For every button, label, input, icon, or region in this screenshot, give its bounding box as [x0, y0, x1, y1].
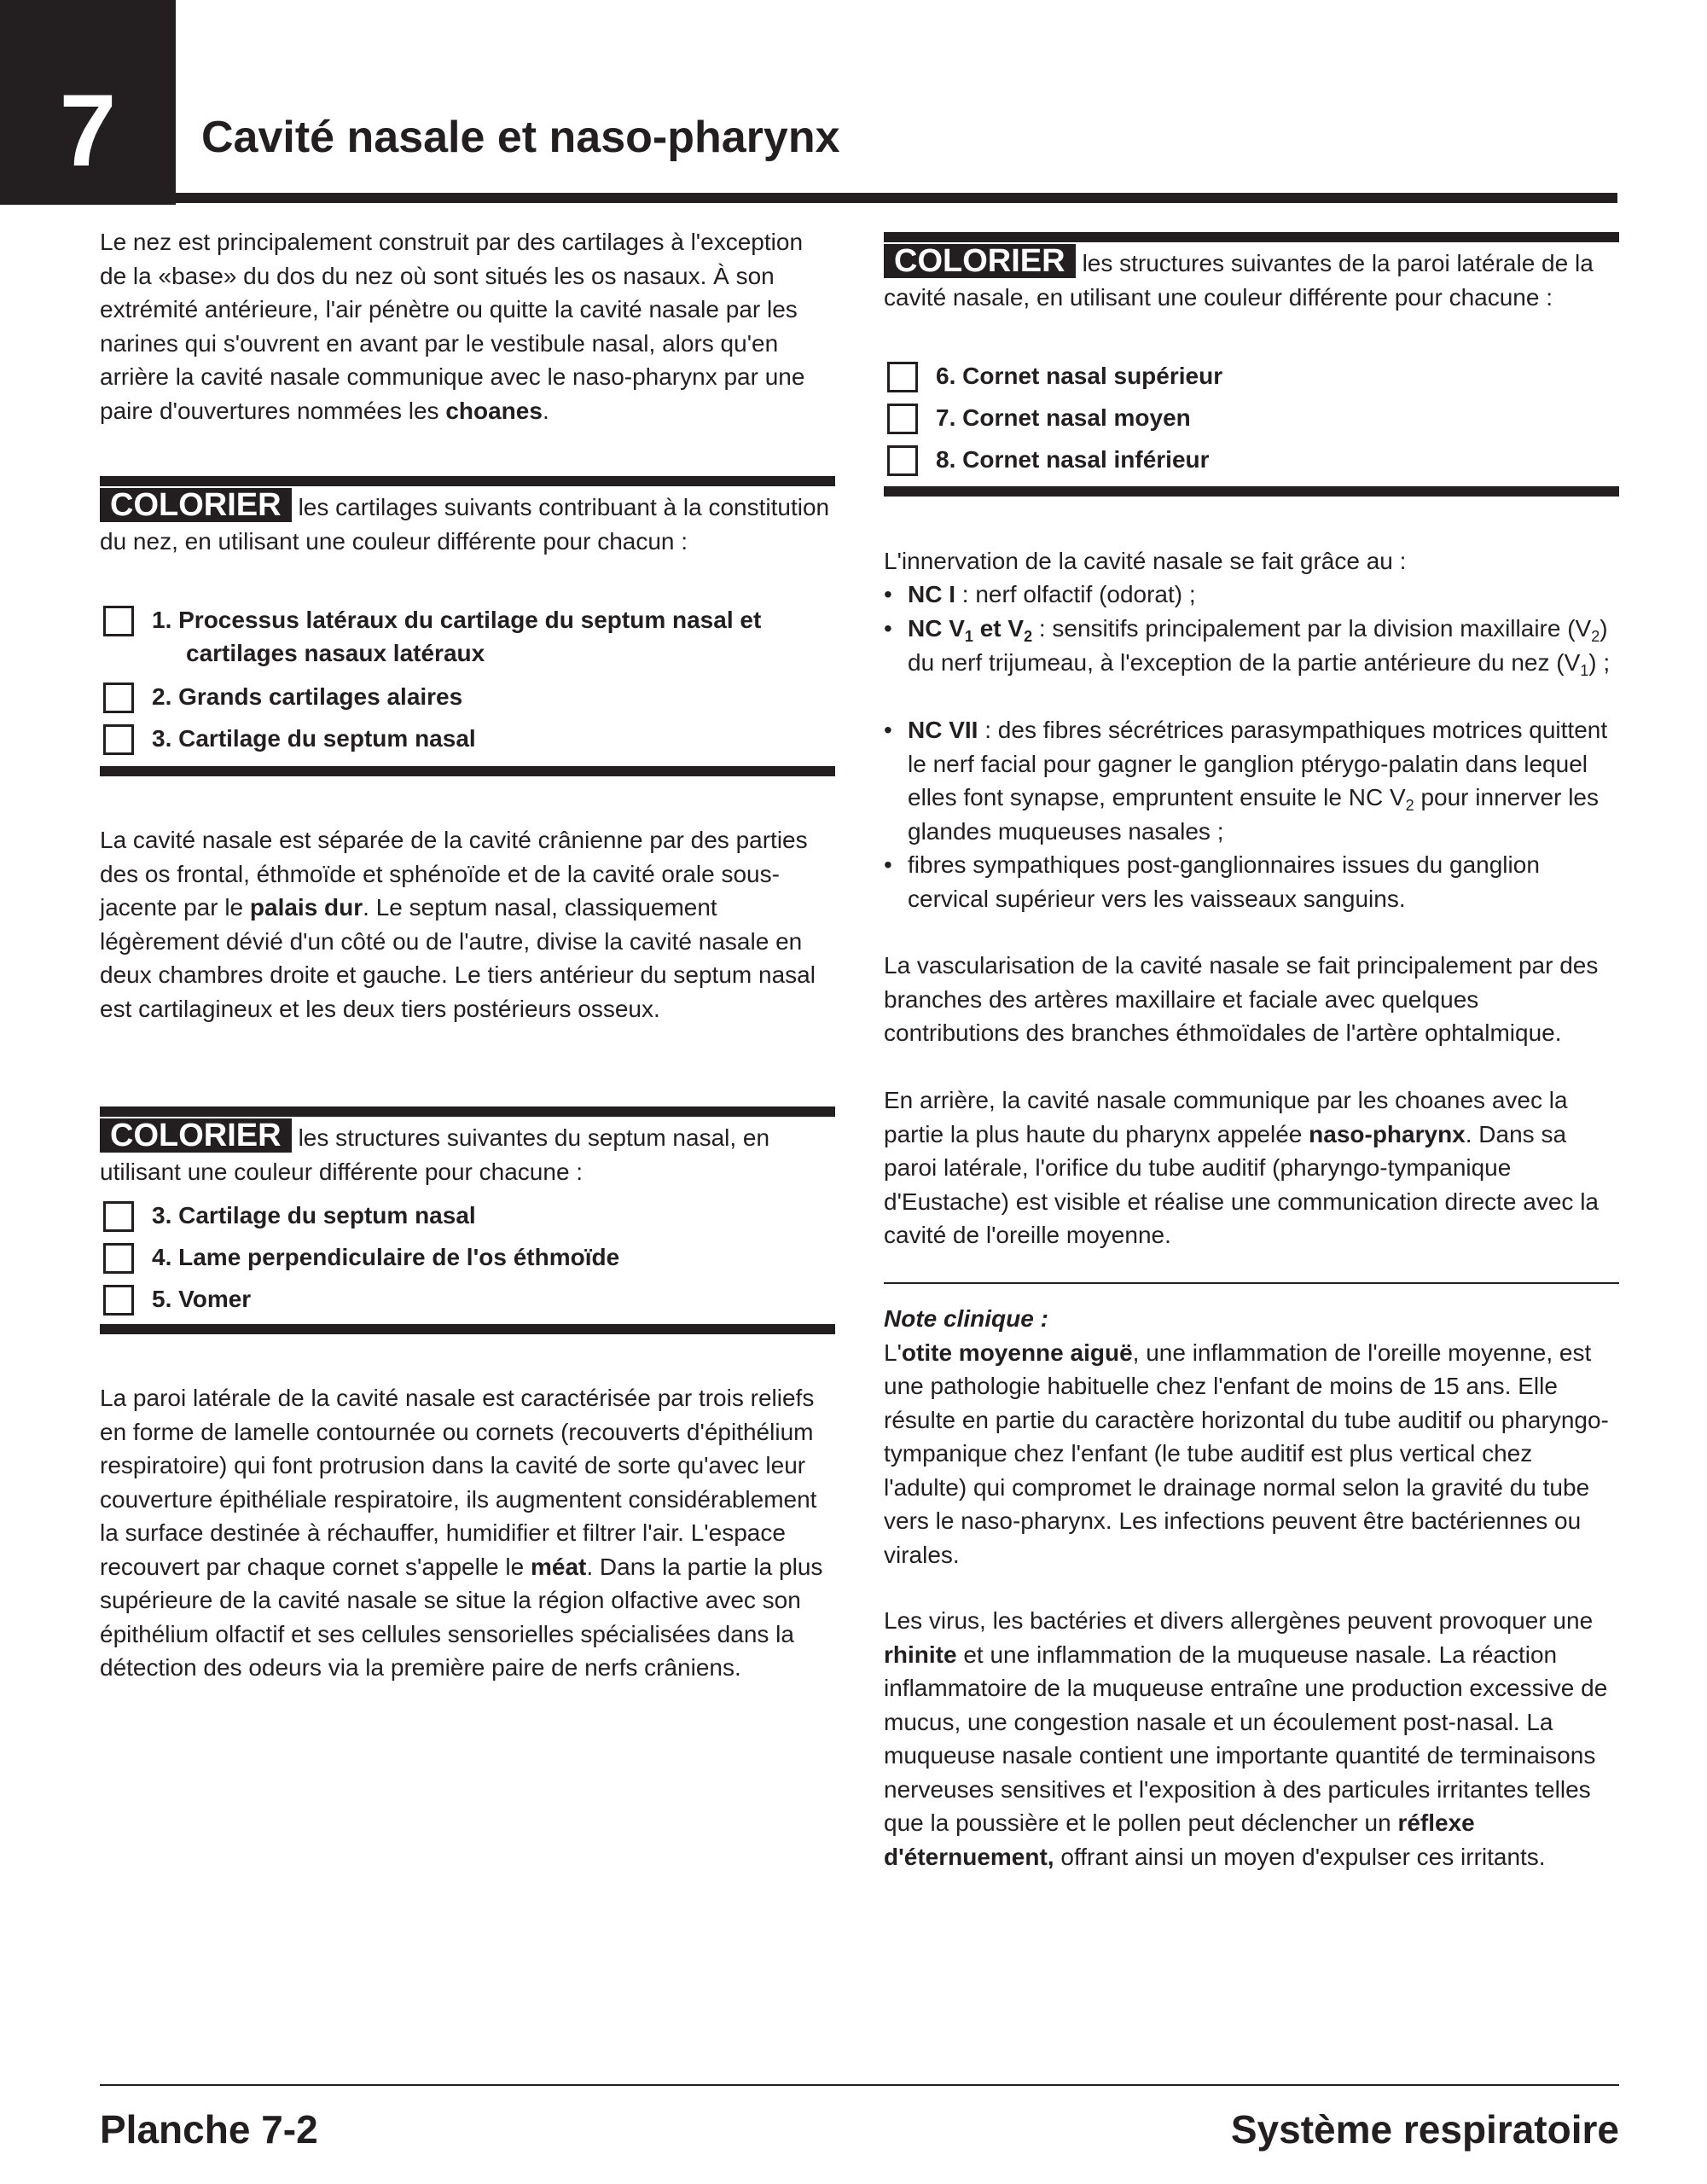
checkbox-5[interactable]	[103, 1285, 134, 1316]
chapter-number: 7	[59, 73, 117, 188]
checkbox-7[interactable]	[887, 404, 918, 434]
checkbox-2[interactable]	[103, 682, 134, 713]
box2-top-rule	[100, 1107, 835, 1117]
naso-paragraph: En arrière, la cavité nasale communique par les choanes avec la partie la plus haute du pharynx appelée naso-pharynx. Dans sa paroi latérale, l'orifice du tube auditif (pharyngo-tympanique d'Eustache) est visible et réalise une communication directe avec la cavité de l'oreille moyenne.	[884, 1087, 1599, 1248]
colorier-tag: COLORIER	[100, 488, 292, 522]
vascular-paragraph: La vascularisation de la cavité nasale se fait principalement par des branches des artères maxillaire et faciale avec quelques contributions des branches éthmoïdales de l'artère ophtalmique.	[884, 952, 1599, 1046]
page-title: Cavité nasale et naso-pharynx	[201, 113, 840, 162]
box3-instruction: COLORIER les structures suivantes de la paroi latérale de la cavité nasale, en utilisant une couleur différente pour chacune :	[884, 243, 1594, 311]
innervation-bullet-2: NC $V_1$ et $V_2$ : sensitifs principalement par la division maxillaire $(V_2)$ du nerf trijumeau, à l'exception de la partie antérieure du nez $(V_1)$ ;	[908, 615, 1611, 679]
item-7: 7. Cornet nasal moyen	[936, 404, 1191, 431]
checkbox-4[interactable]	[103, 1243, 134, 1274]
box2-instruction: COLORIER les structures suivantes du septum nasal, en utilisant une couleur différente pour chacune :	[100, 1118, 770, 1185]
innervation-bullet-3: NC VII : des fibres sécrétrices parasympathiques motrices quittent le nerf facial pour gagner le ganglion ptérygo-palatin dans lequel elles font synapse, empruntent ensuite le NC $V_2$ pour innerver les glandes muqueuses nasales ;	[908, 717, 1608, 845]
innervation-bullet-4: fibres sympathiques post-ganglionnaires issues du ganglion cervical supérieur vers les vaisseaux sanguins.	[908, 851, 1540, 912]
clinical-note	[884, 1302, 1619, 1571]
item-1: 1. Processus latéraux du cartilage du septum nasal et	[152, 607, 762, 633]
bullet: •	[884, 615, 892, 642]
intro-paragraph: Le nez est principalement construit par des cartilages à l'exception de la «base» du dos du nez où sont situés les os nasaux. À son extrémité antérieure, l'air pénètre ou quitte la cavité nasale par les narines qui s'ouvrent en avant par le vestibule nasal, alors qu'en arrière la cavité nasale communique avec le naso-pharynx par une paire d'ouvertures nommées les choanes.	[100, 229, 805, 424]
note-paragraph-1: L'otite moyenne aiguë, une inflammation de l'oreille moyenne, est une pathologie habituelle chez l'enfant de moins de 15 ans. Elle résulte en partie du caractère horizontal du tube auditif ou pharyngo-tympanique chez l'enfant (le tube auditif est plus vertical chez l'adulte) qui compromet le drainage normal selon la gravité du tube vers le naso-pharynx. Les infections peuvent être bactériennes ou virales.	[884, 1339, 1609, 1568]
item-1-cont: cartilages nasaux latéraux	[186, 640, 485, 666]
title-rule	[176, 193, 1617, 203]
item-8: 8. Cornet nasal inférieur	[936, 446, 1210, 473]
checkbox-3b[interactable]	[103, 1201, 134, 1232]
innervation-intro: L'innervation de la cavité nasale se fait grâce au :	[884, 548, 1407, 574]
footer-rule	[100, 2084, 1619, 2086]
checkbox-1[interactable]	[103, 606, 134, 636]
checkbox-6[interactable]	[887, 362, 918, 392]
innervation-bullet-1: NC I : nerf olfactif (odorat) ;	[908, 581, 1196, 607]
paragraph-3: La paroi latérale de la cavité nasale est caractérisée par trois reliefs en forme de lamelle contournée ou cornets (recouverts d'épithélium respiratoire) qui font protrusion dans la cavité de sorte qu'avec leur couverture épithéliale respiratoire, ils augmentent considérablement la surface destinée à réchauffer, humidifier et filtrer l'air. L'espace recouvert par chaque cornet s'appelle le méat. Dans la partie la plus supérieure de la cavité nasale se situe la région olfactive avec son épithélium olfactif et ses cellules sensorielles spécialisées dans la détection des odeurs via la première paire de nerfs crâniens.	[100, 1385, 823, 1681]
note-heading: Note clinique :	[884, 1305, 1048, 1332]
footer-plate-label: Planche 7-2	[100, 2107, 318, 2152]
note-paragraph-2: Les virus, les bactéries et divers allergènes peuvent provoquer une rhinite et une inflammation de la muqueuse nasale. La réaction inflammatoire de la muqueuse entraîne une production excessive de mucus, une congestion nasale et un écoulement post-nasal. La muqueuse nasale contient une importante quantité de terminaisons nerveuses sensitives et l'exposition à des particules irritantes telles que la poussière et le pollen peut déclencher un réflexe d'éternuement, offrant ainsi un moyen d'expulser ces irritants.	[884, 1607, 1608, 1870]
paragraph-2: La cavité nasale est séparée de la cavité crânienne par des parties des os frontal, éthmoïde et sphénoïde et de la cavité orale sous-jacente par le palais dur. Le septum nasal, classiquement légèrement dévié d'un côté ou de l'autre, divise la cavité nasale en deux chambres droite et gauche. Le tiers antérieur du septum nasal est cartilagineux et les deux tiers postérieurs osseux.	[100, 827, 816, 1022]
item-6: 6. Cornet nasal supérieur	[936, 363, 1223, 389]
item-4: 4. Lame perpendiculaire de l'os éthmoïde	[152, 1244, 620, 1270]
box2-bottom-rule	[100, 1324, 835, 1334]
colorier-tag: COLORIER	[100, 1118, 292, 1153]
checkbox-3[interactable]	[103, 724, 134, 755]
box1-bottom-rule	[100, 766, 835, 776]
box3-bottom-rule	[884, 486, 1619, 497]
item-5: 5. Vomer	[152, 1286, 252, 1312]
item-3: 3. Cartilage du septum nasal	[152, 725, 476, 752]
box3-top-rule	[884, 232, 1619, 242]
note-rule	[884, 1282, 1619, 1284]
checkbox-8[interactable]	[887, 445, 918, 476]
bullet: •	[884, 581, 892, 607]
box1-instruction: COLORIER les cartilages suivants contribuant à la constitution du nez, en utilisant une couleur différente pour chacun :	[100, 487, 830, 555]
bullet: •	[884, 717, 892, 743]
bullet: •	[884, 851, 892, 878]
footer-section-label: Système respiratoire	[1230, 2107, 1619, 2152]
item-3b: 3. Cartilage du septum nasal	[152, 1202, 476, 1228]
item-2: 2. Grands cartilages alaires	[152, 683, 463, 710]
colorier-tag: COLORIER	[884, 244, 1076, 278]
box1-top-rule	[100, 476, 835, 486]
